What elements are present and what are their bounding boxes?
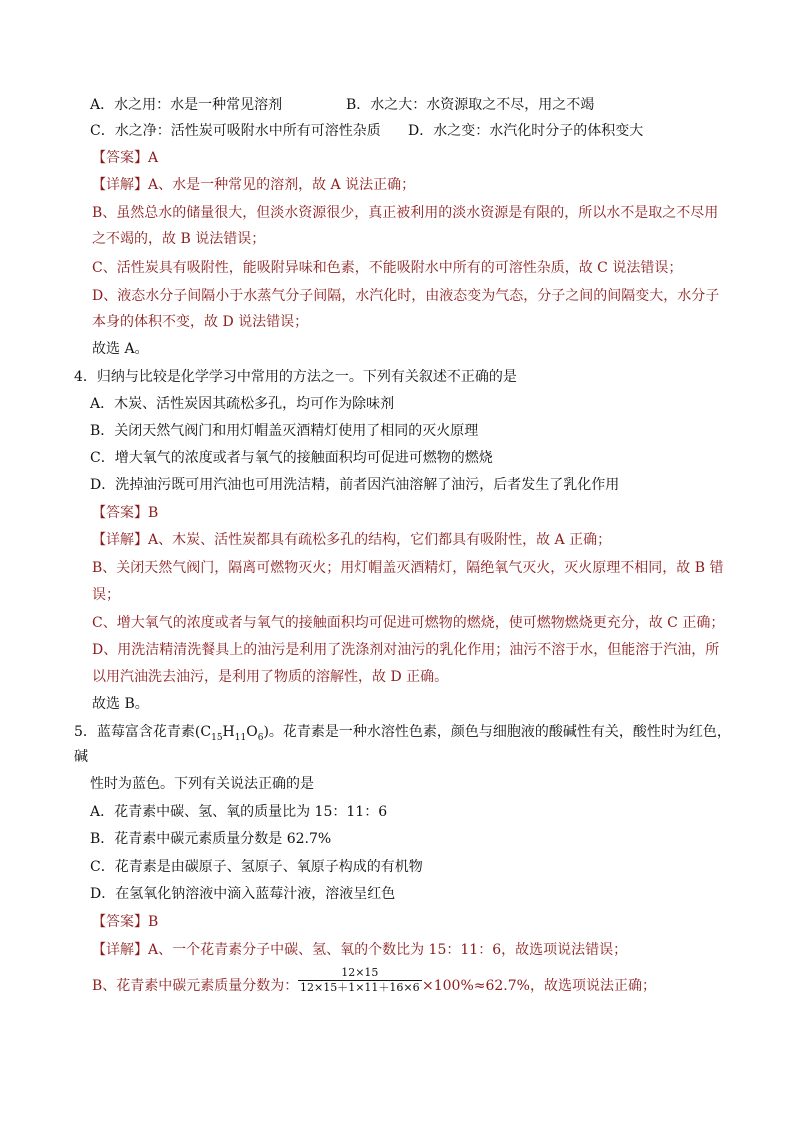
detail-tag: 【详解】 xyxy=(92,532,148,548)
fraction-denominator: 12×15＋1×11＋16×6 xyxy=(300,981,420,994)
q5-stem xyxy=(74,722,731,748)
q4-stem: 4．归纳与比较是化学学习中常用的方法之一。下列有关叙述不正确的是 xyxy=(74,369,517,385)
answer-value: B xyxy=(148,505,159,521)
q5-detail-1 xyxy=(92,940,627,960)
q4-detail-1 xyxy=(92,530,611,550)
detail-text: A、木炭、活性炭都具有疏松多孔的结构，它们都具有吸附性，故 A 正确； xyxy=(148,532,612,548)
q4-option-b: B．关闭天然气阀门和用灯帽盖灭酒精灯使用了相同的灭火原理 xyxy=(90,423,479,439)
q3-detail-2: B、虽然总水的储量很大，但淡水资源很少，真正被利用的淡水资源是有限的，所以水不是取之不尽用 xyxy=(92,205,719,221)
q5-option-d: D．在氢氧化钠溶液中滴入蓝莓汁液，溶液呈红色 xyxy=(90,886,396,902)
q3-detail-3: 之不竭的，故 B 说法错误； xyxy=(92,231,266,247)
q3-detail-4: C、活性炭具有吸附性，能吸附异味和色素，不能吸附水中所有的可溶性杂质，故 C 说法错误； xyxy=(92,260,683,276)
q3-answer xyxy=(92,148,158,168)
q3-option-b: B．水之大：水资源取之不尽，用之不竭 xyxy=(346,97,595,113)
formula-element: H xyxy=(222,724,235,740)
mass-fraction-formula xyxy=(298,966,422,995)
q4-option-a: A．木炭、活性炭因其疏松多孔，均可作为除味剂 xyxy=(90,396,395,412)
detail-tag: 【详解】 xyxy=(92,177,148,193)
q5-option-a: A．花青素中碳、氢、氧的质量比为 15：11：6 xyxy=(90,804,388,820)
detail-text: A、一个花青素分子中碳、氢、氧的个数比为 15：11：6，故选项说法错误； xyxy=(148,942,628,958)
q4-option-d: D．洗掉油污既可用汽油也可用洗洁精，前者因汽油溶解了油污，后者发生了乳化作用 xyxy=(90,477,620,493)
answer-tag: 【答案】 xyxy=(92,150,148,166)
formula-subscript: 15 xyxy=(211,732,223,743)
answer-tag: 【答案】 xyxy=(92,505,148,521)
answer-value: A xyxy=(148,150,159,166)
answer-tag: 【答案】 xyxy=(92,914,148,930)
q4-detail-5: D、用洗洁精清洗餐具上的油污是利用了洗涤剂对油污的乳化作用；油污不溶于水，但能溶于汽油，所 xyxy=(92,642,720,658)
q5-detail-2-suffix: ×100%≈62.7%，故选项说法正确； xyxy=(422,978,656,994)
q5-option-b: B．花青素中碳元素质量分数是 62.7% xyxy=(90,831,332,847)
q4-detail-6: 以用汽油洗去油污，是利用了物质的溶解性，故 D 正确。 xyxy=(92,669,449,685)
q5-option-c: C．花青素是由碳原子、氢原子、氧原子构成的有机物 xyxy=(90,859,423,875)
q3-detail-5: D、液态水分子间隔小于水蒸气分子间隔，水汽化时，由液态变为气态，分子之间的间隔变大，水分子 xyxy=(92,288,720,304)
q3-conclusion: 故选 A。 xyxy=(92,341,149,357)
q5-stem-end: )。花青素是一种水溶性色素，颜色与细胞液的酸碱性有关，酸性时为红色， xyxy=(263,724,731,740)
detail-text: A、水是一种常见的溶剂，故 A 说法正确； xyxy=(148,177,416,193)
formula-element: O xyxy=(246,724,258,740)
formula-subscript: 6 xyxy=(257,732,264,743)
q3-detail-1 xyxy=(92,175,415,195)
q5-stem-line-2: 碱 xyxy=(74,749,88,765)
q3-detail-6: 本身的体积不变，故 D 说法错误； xyxy=(92,314,309,330)
q4-detail-2: B、关闭天然气阀门，隔离可燃物灭火；用灯帽盖灭酒精灯，隔绝氧气灭火，灭火原理不相同，故 B 错 xyxy=(92,560,724,576)
fraction-numerator: 12×15 xyxy=(341,966,379,979)
q3-option-c: C．水之净：活性炭可吸附水中所有可溶性杂质 xyxy=(90,123,381,139)
q3-option-d: D．水之变：水汽化时分子的体积变大 xyxy=(408,123,644,139)
q4-answer xyxy=(92,503,158,523)
q4-detail-4: C、增大氧气的浓度或者与氧气的接触面积均可促进可燃物的燃烧，使可燃物燃烧更充分，故 C 正确； xyxy=(92,615,725,631)
q4-option-c: C．增大氧气的浓度或者与氧气的接触面积均可促进可燃物的燃烧 xyxy=(90,450,493,466)
q4-detail-3: 误； xyxy=(92,587,120,603)
answer-value: B xyxy=(148,914,159,930)
detail-tag: 【详解】 xyxy=(92,942,148,958)
q3-option-a: A．水之用：水是一种常见溶剂 xyxy=(90,97,283,113)
formula-subscript: 11 xyxy=(234,732,247,743)
q5-stem-start: 5．蓝莓富含花青素(C xyxy=(74,724,212,740)
q4-conclusion: 故选 B。 xyxy=(92,696,149,712)
q5-stem-line-3: 性时为蓝色。下列有关说法正确的是 xyxy=(90,776,314,792)
q5-detail-2-prefix: B、花青素中碳元素质量分数为： xyxy=(92,978,299,994)
q5-answer xyxy=(92,912,158,932)
